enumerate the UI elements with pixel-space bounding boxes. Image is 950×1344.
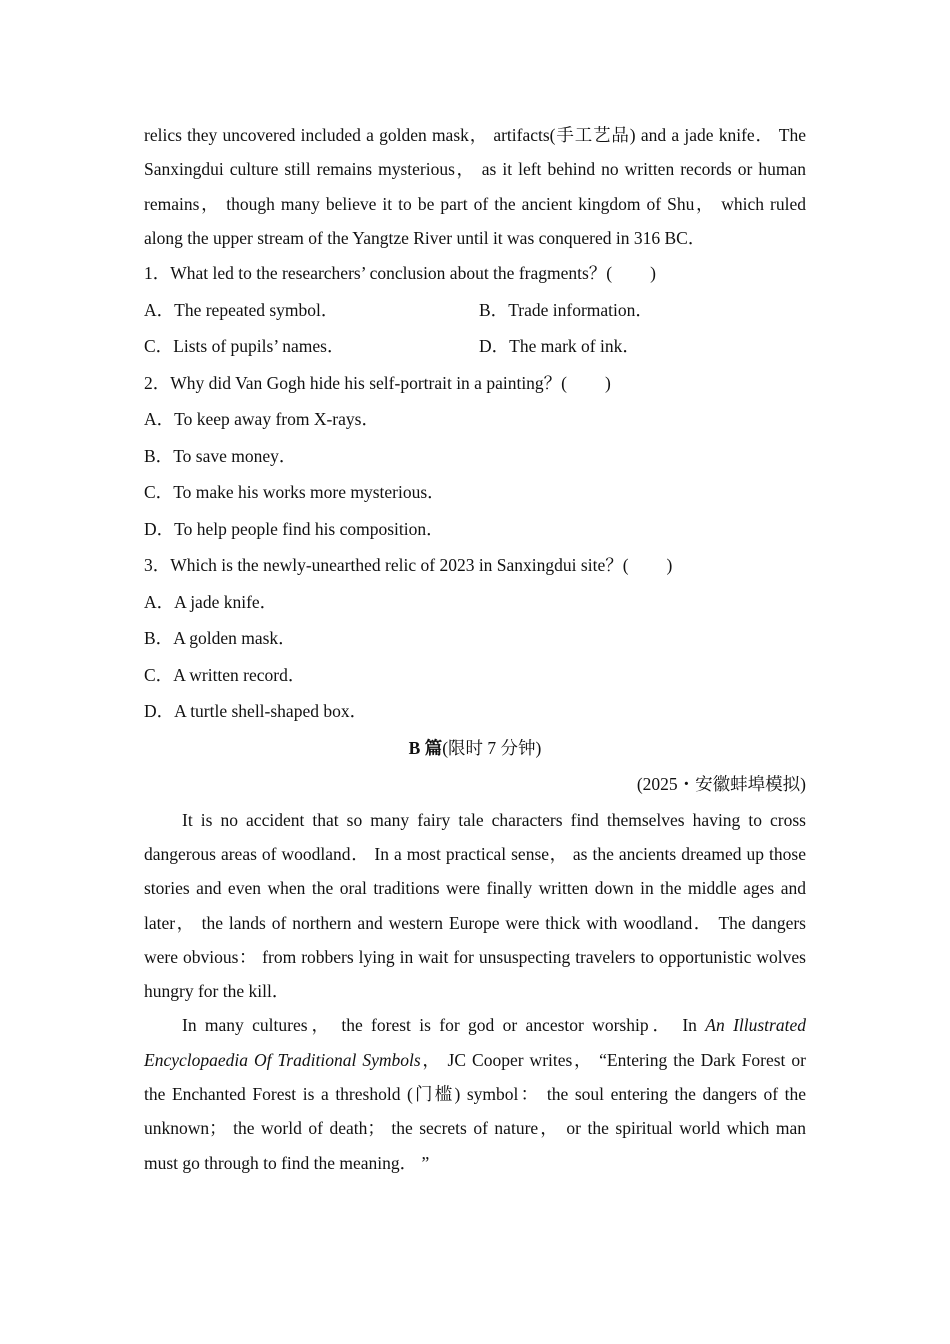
- question-3: [144, 547, 806, 730]
- option-a[interactable]: A．A jade knife．: [144, 591, 278, 612]
- section-b-paragraph-2: In many cultures， the forest is for god or ancestor worship． In An Illustrated Encyclopaedia Of Traditional Symbols， JC Cooper writes， “Entering the Dark Forest or the Enchanted Forest is a threshold (门槛) symbol： the soul entering the dangers of the unknown； the world of death； the secrets of nature， or the spiritual world which man must go through to find the meaning． ”: [144, 1015, 806, 1173]
- option-d[interactable]: D．The mark of ink．: [479, 336, 640, 357]
- question-stem: 1．What led to the researchers’ conclusion about the fragments？( ): [144, 263, 656, 284]
- question-stem: 3．Which is the newly-unearthed relic of 2023 in Sanxingdui site？( ): [144, 555, 673, 576]
- section-b-heading: [144, 730, 806, 767]
- option-a[interactable]: A．To keep away from X-rays．: [144, 409, 379, 430]
- options-row: [144, 292, 806, 329]
- option-b[interactable]: B．Trade information．: [479, 299, 653, 320]
- section-b-title: B 篇: [408, 737, 443, 758]
- options-row: [144, 328, 806, 365]
- question-2: [144, 365, 806, 548]
- question-stem: 2．Why did Van Gogh hide his self-portrait in a painting？( ): [144, 372, 611, 393]
- option-d[interactable]: D．A turtle shell-shaped box．: [144, 701, 368, 722]
- section-b-time-limit: (限时 7 分钟): [442, 737, 542, 758]
- book-title: An Illustrated Encyclopaedia Of Traditional Symbols: [144, 1015, 806, 1070]
- option-b[interactable]: B．A golden mask．: [144, 628, 296, 649]
- section-b-paragraph-1: It is no accident that so many fairy tale characters find themselves having to cross dangerous areas of woodland． In a most practical sense， as the ancients dreamed up those stories and even when the oral traditions were finally written down in the middle ages and later， the lands of northern and western Europe were thick with woodland． The dangers were obvious： from robbers lying in wait for unsuspecting travelers to opportunistic wolves hungry for the kill．: [144, 809, 806, 1002]
- option-c[interactable]: C．Lists of pupils’ names．: [144, 336, 345, 357]
- option-c[interactable]: C．A written record．: [144, 664, 306, 685]
- option-b[interactable]: B．To save money．: [144, 445, 297, 466]
- option-d[interactable]: D．To help people find his composition．: [144, 518, 444, 539]
- question-1: [144, 255, 806, 365]
- section-b-source: (2025・安徽蚌埠模拟): [636, 774, 806, 795]
- option-c[interactable]: C．To make his works more mysterious．: [144, 482, 445, 503]
- passage-a-continuation: relics they uncovered included a golden mask， artifacts(手工艺品) and a jade knife． The Sanxingdui culture still remains mysterious， as it left behind no written records or human remains， though many believe it to be part of the ancient kingdom of Shu， which ruled along the upper stream of the Yangtze River until it was conquered in 316 BC．: [144, 125, 806, 248]
- document-page: [144, 118, 806, 1180]
- option-a[interactable]: A．The repeated symbol．: [144, 299, 339, 320]
